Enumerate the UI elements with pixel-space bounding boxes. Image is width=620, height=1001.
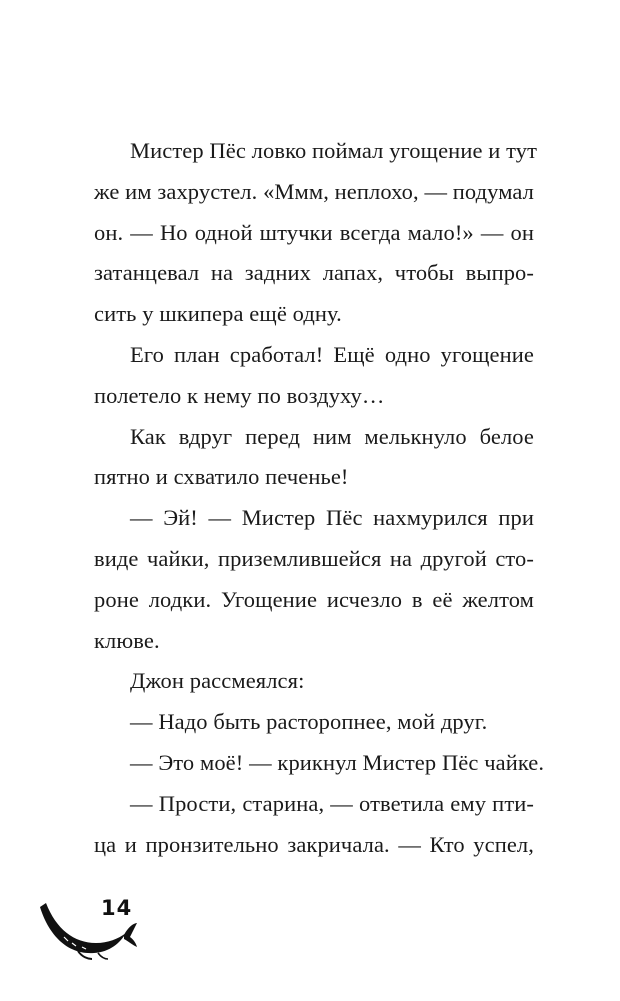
text-line: виде чайки, приземлившейся на другой сто- (94, 545, 534, 571)
text-line: — Это моё! — крикнул Мистер Пёс чайке. (130, 749, 545, 775)
text-line: — Надо быть расторопнее, мой друг. (130, 709, 488, 735)
text-line: сить у шкипера ещё одну. (94, 301, 342, 327)
text-line: же им захрустел. «Ммм, неплохо, — подумал (94, 178, 535, 204)
text-line: Мистер Пёс ловко поймал угощение и тут (130, 138, 538, 163)
text-line: — Прости, старина, — ответила ему пти- (130, 790, 534, 816)
page-footer (38, 893, 158, 963)
text-line: затанцевал на задних лапах, чтобы выпро- (94, 260, 534, 286)
text-line: полетело к нему по воздуху… (94, 382, 385, 408)
body-text (94, 131, 545, 865)
text-line: Его план сработал! Ещё одно угощение (130, 341, 534, 367)
text-line: Джон рассмеялся: (130, 668, 305, 694)
text-line: Как вдруг перед ним мелькнуло белое (130, 423, 534, 449)
text-line: ца и пронзительно закричала. — Кто успел, (94, 831, 534, 857)
text-line: клюве. (94, 627, 160, 653)
text-line: он. — Но одной штучки всегда мало!» — он (94, 219, 534, 245)
text-line: роне лодки. Угощение исчезло в её желтом (94, 586, 534, 612)
text-line: — Эй! — Мистер Пёс нахмурился при (130, 505, 534, 531)
text-line: пятно и схватило печенье! (94, 464, 349, 490)
page-number: 14 (101, 896, 133, 920)
